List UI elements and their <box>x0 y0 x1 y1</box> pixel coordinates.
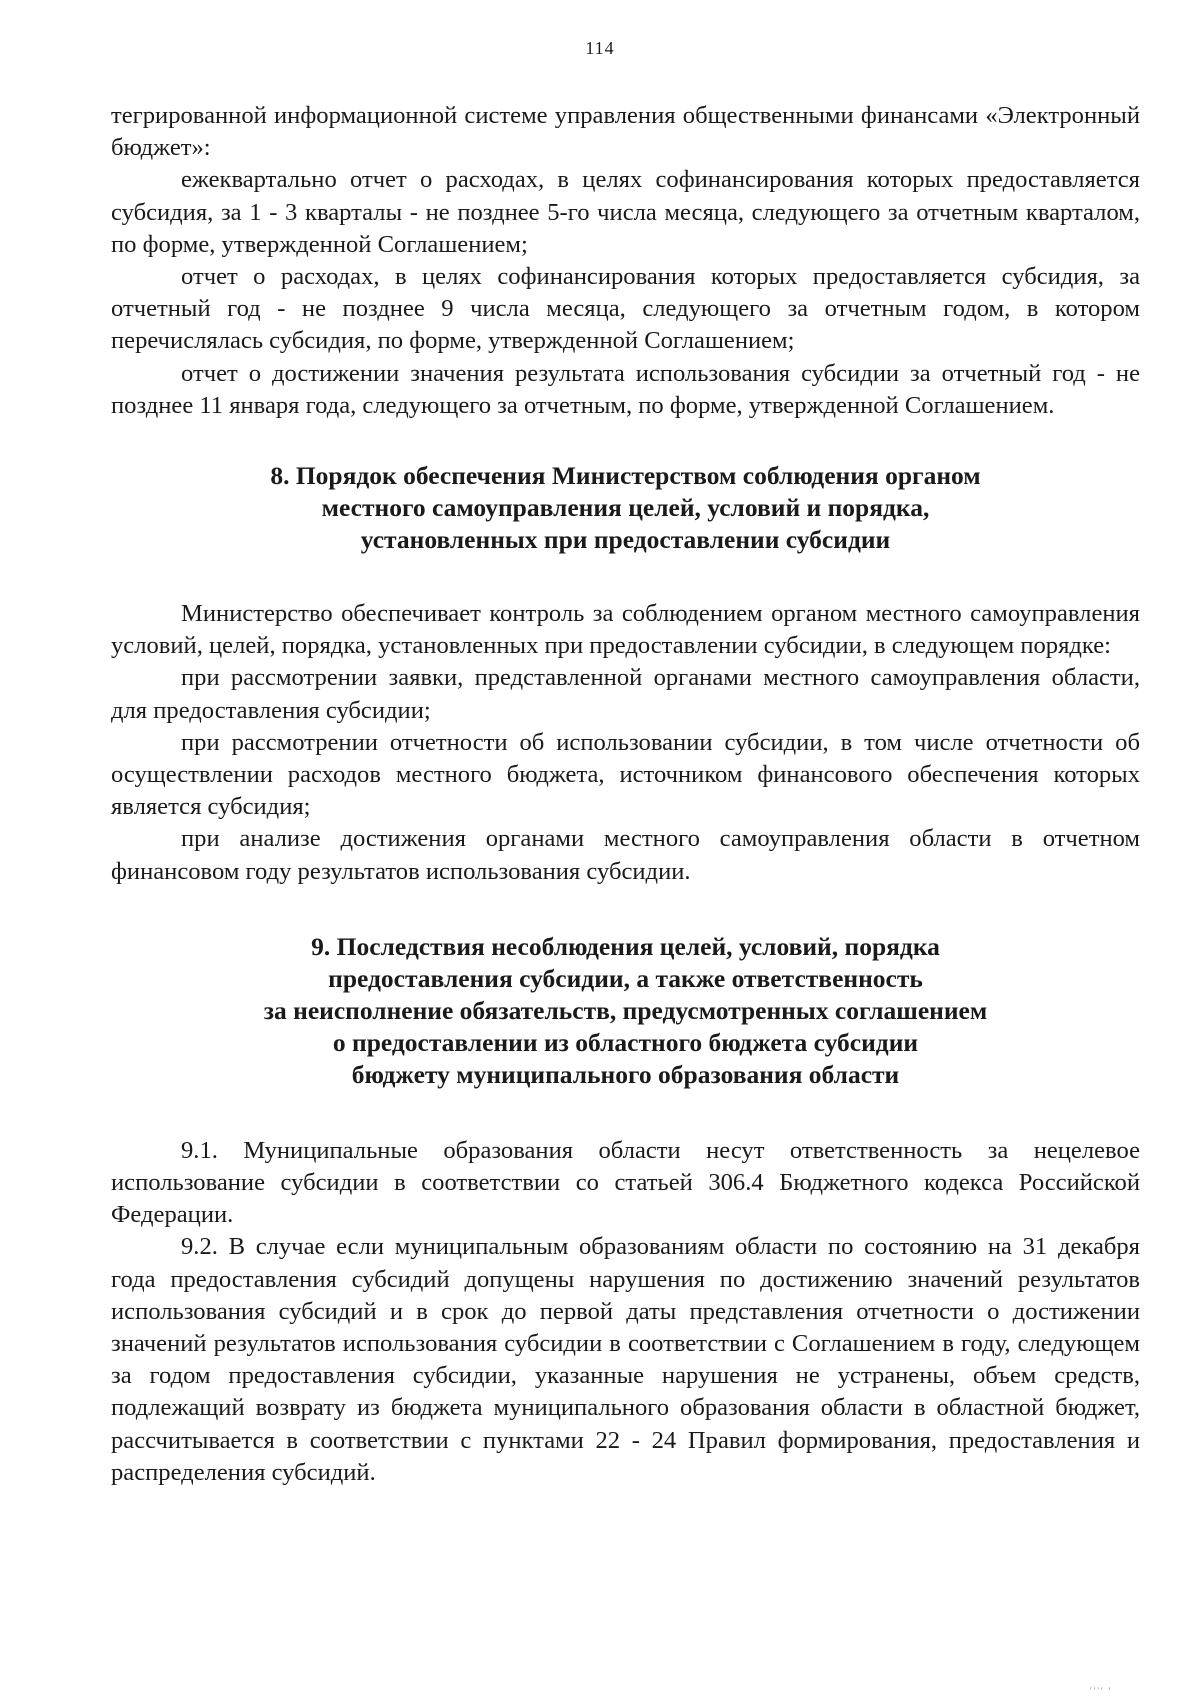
heading-line: 8. Порядок обеспечения Министерством соблюдения органом <box>270 461 981 491</box>
heading-line: установленных при предоставлении субсидии <box>360 525 891 555</box>
section-8-paragraph: при анализе достижения органами местного самоуправления области в отчетном финансовом году результатов использования субсидии. <box>111 825 1140 885</box>
section-8-heading <box>111 460 1140 556</box>
heading-line: о предоставлении из областного бюджета субсидии <box>332 1027 919 1057</box>
heading-line: предоставления субсидии, а также ответственность <box>328 963 923 993</box>
heading-line: за неисполнение обязательств, предусмотренных соглашением <box>263 995 988 1025</box>
page-number: 114 <box>585 38 615 58</box>
scan-artifact: '''' ' <box>1090 1686 1113 1696</box>
page-content <box>111 100 1140 1489</box>
heading-line: бюджету муниципального образования области <box>351 1059 900 1089</box>
intro-paragraph-continued: тегрированной информационной системе управления общественными финансами «Электронный бюджет»: <box>111 102 1140 162</box>
section-9-heading <box>111 931 1140 1091</box>
section-8-paragraph: при рассмотрении заявки, представленной органами местного самоуправления области, для предоставления субсидии; <box>111 664 1140 724</box>
section-8-paragraph: Министерство обеспечивает контроль за соблюдением органом местного самоуправления условий, целей, порядка, установленных при предоставлении субсидии, в следующем порядке: <box>111 600 1140 660</box>
section-9-paragraph: 9.1. Муниципальные образования области несут ответственность за нецелевое использование субсидии в соответствии со статьей 306.4 Бюджетного кодекса Российской Федерации. <box>111 1136 1140 1229</box>
intro-paragraph: отчет о расходах, в целях софинансирования которых предоставляется субсидия, за отчетный год - не позднее 9 числа месяца, следующего за отчетным годом, в котором перечислялась субсидия, по форме, утвержденной Соглашением; <box>111 263 1140 355</box>
section-9-paragraph: 9.2. В случае если муниципальным образованиям области по состоянию на 31 декабря года предоставления субсидий допущены нарушения по достижению значений результатов использования субсидий и в срок до первой даты представления отчетности о достижении значений результатов использования субсидии в соответствии с Соглашением в году, следующем за годом предоставления субсидии, указанные нарушения не устранены, объем средств, подлежащий возврату из бюджета муниципального образования области в областной бюджет, рассчитывается в соответствии с пунктами 22 - 24 Правил формирования, предоставления и распределения субсидий. <box>111 1233 1140 1486</box>
heading-line: местного самоуправления целей, условий и порядка, <box>321 493 930 523</box>
intro-paragraph: отчет о достижении значения результата использования субсидии за отчетный год - не позднее 11 января года, следующего за отчетным, по форме, утвержденной Соглашением. <box>111 359 1140 419</box>
section-8-paragraph: при рассмотрении отчетности об использовании субсидии, в том числе отчетности об осуществлении расходов местного бюджета, источником финансового обеспечения которых является субсидия; <box>111 728 1140 821</box>
heading-line: 9. Последствия несоблюдения целей, условий, порядка <box>311 931 940 961</box>
intro-paragraph: ежеквартально отчет о расходах, в целях софинансирования которых предоставляется субсидия, за 1 - 3 кварталы - не позднее 5-го числа месяца, следующего за отчетным кварталом, по форме, утвержденной Соглашением; <box>111 166 1140 258</box>
